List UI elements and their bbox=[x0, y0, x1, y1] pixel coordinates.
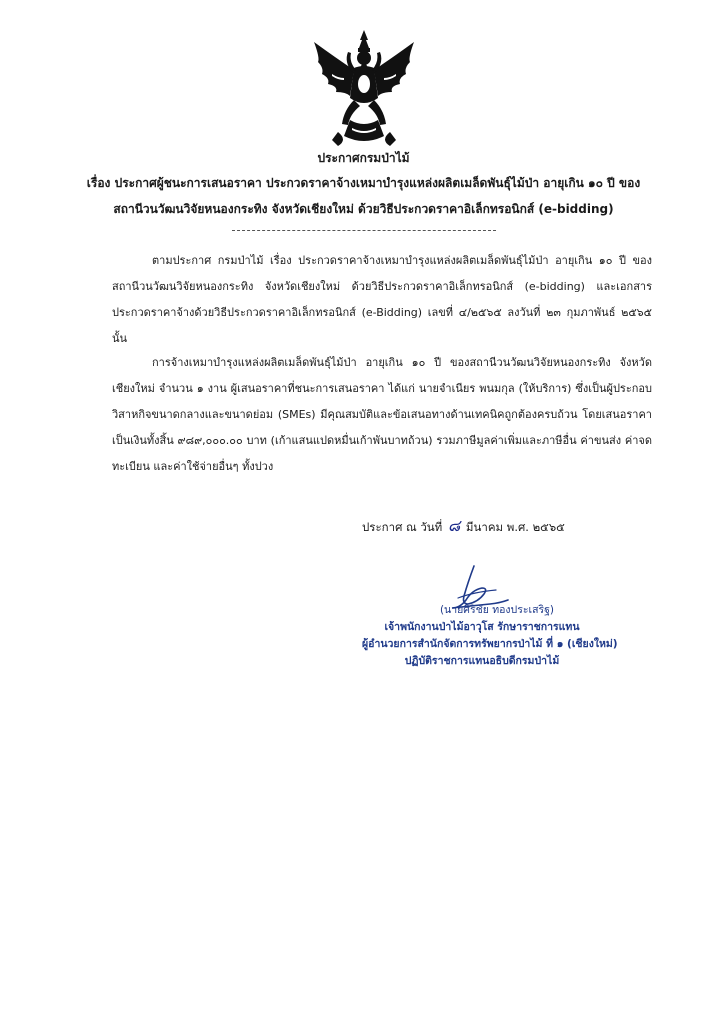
announce-prefix: ประกาศ ณ วันที่ bbox=[362, 520, 443, 534]
body-paragraph-2 bbox=[112, 350, 652, 480]
paragraph-1-text: ตามประกาศ กรมป่าไม้ เรื่อง ประกวดราคาจ้างเหมาบำรุงแหล่งผลิตเมล็ดพันธุ์ไม้ป่า อายุเกิน ๑๐ ปี ของสถานีวนวัฒนวิจัยหนองกระทิง จังหวัดเชียงใหม่ ด้วยวิธีประกวดราคาอิเล็กทรอนิกส์ (e-bidding) และเอกสารประกวดราคาจ้างด้วยวิธีประกวดราคาอิเล็กทรอนิกส์ (e-Bidding) เลขที่ ๔/๒๕๖๕ ลงวันที่ ๒๓ กุมภาพันธ์ ๒๕๖๕ นั้น bbox=[112, 254, 652, 345]
document-title: ประกาศกรมป่าไม้ bbox=[317, 151, 410, 165]
document-subject-line-2: สถานีวนวัฒนวิจัยหนองกระทิง จังหวัดเชียงใหม่ ด้วยวิธีประกวดราคาอิเล็กทรอนิกส์ (e-bidding) bbox=[113, 202, 614, 216]
signer-name: (นายศิริชัย ทองประเสริฐ) bbox=[439, 604, 555, 616]
announce-suffix: มีนาคม พ.ศ. ๒๕๖๕ bbox=[465, 520, 565, 534]
signer-title-1: เจ้าพนักงานป่าไม้อาวุโส รักษาราชการแทน bbox=[384, 621, 580, 633]
signer-title-3: ปฏิบัติราชการแทนอธิบดีกรมป่าไม้ bbox=[404, 655, 560, 667]
signer-title-2: ผู้อำนวยการสำนักจัดการทรัพยากรป่าไม้ ที่ ๑ (เชียงใหม่) bbox=[362, 638, 618, 650]
paragraph-2-text: การจ้างเหมาบำรุงแหล่งผลิตเมล็ดพันธุ์ไม้ป่า อายุเกิน ๑๐ ปี ของสถานีวนวัฒนวิจัยหนองกระทิง จังหวัดเชียงใหม่ จำนวน ๑ งาน ผู้เสนอราคาที่ชนะการเสนอราคา ได้แก่ นายจำเนียร พนมกุล (ให้บริการ) ซึ่งเป็นผู้ประกอบวิสาหกิจขนาดกลางและขนาดย่อม (SMEs) มีคุณสมบัติและข้อเสนอทางด้านเทคนิคถูกต้องครบถ้วน โดยเสนอราคา เป็นเงินทั้งสิ้น ๙๘๙,๐๐๐.๐๐ บาท (เก้าแสนแปดหมื่นเก้าพันบาทถ้วน) รวมภาษีมูลค่าเพิ่มและภาษีอื่น ค่าขนส่ง ค่าจดทะเบียน และค่าใช้จ่ายอื่นๆ ทั้งปวง bbox=[112, 356, 652, 473]
announcement-date bbox=[362, 517, 565, 536]
announce-day-handwritten: ๘ bbox=[447, 516, 461, 535]
garuda-emblem-icon bbox=[308, 28, 420, 148]
body-paragraph-1 bbox=[112, 248, 652, 352]
signature-block bbox=[362, 602, 618, 670]
dashed-divider bbox=[232, 230, 496, 231]
document-subject-line-1: เรื่อง ประกาศผู้ชนะการเสนอราคา ประกวดราคาจ้างเหมาบำรุงแหล่งผลิตเมล็ดพันธุ์ไม้ป่า อายุเกิน ๑๐ ปี ของ bbox=[86, 176, 641, 190]
